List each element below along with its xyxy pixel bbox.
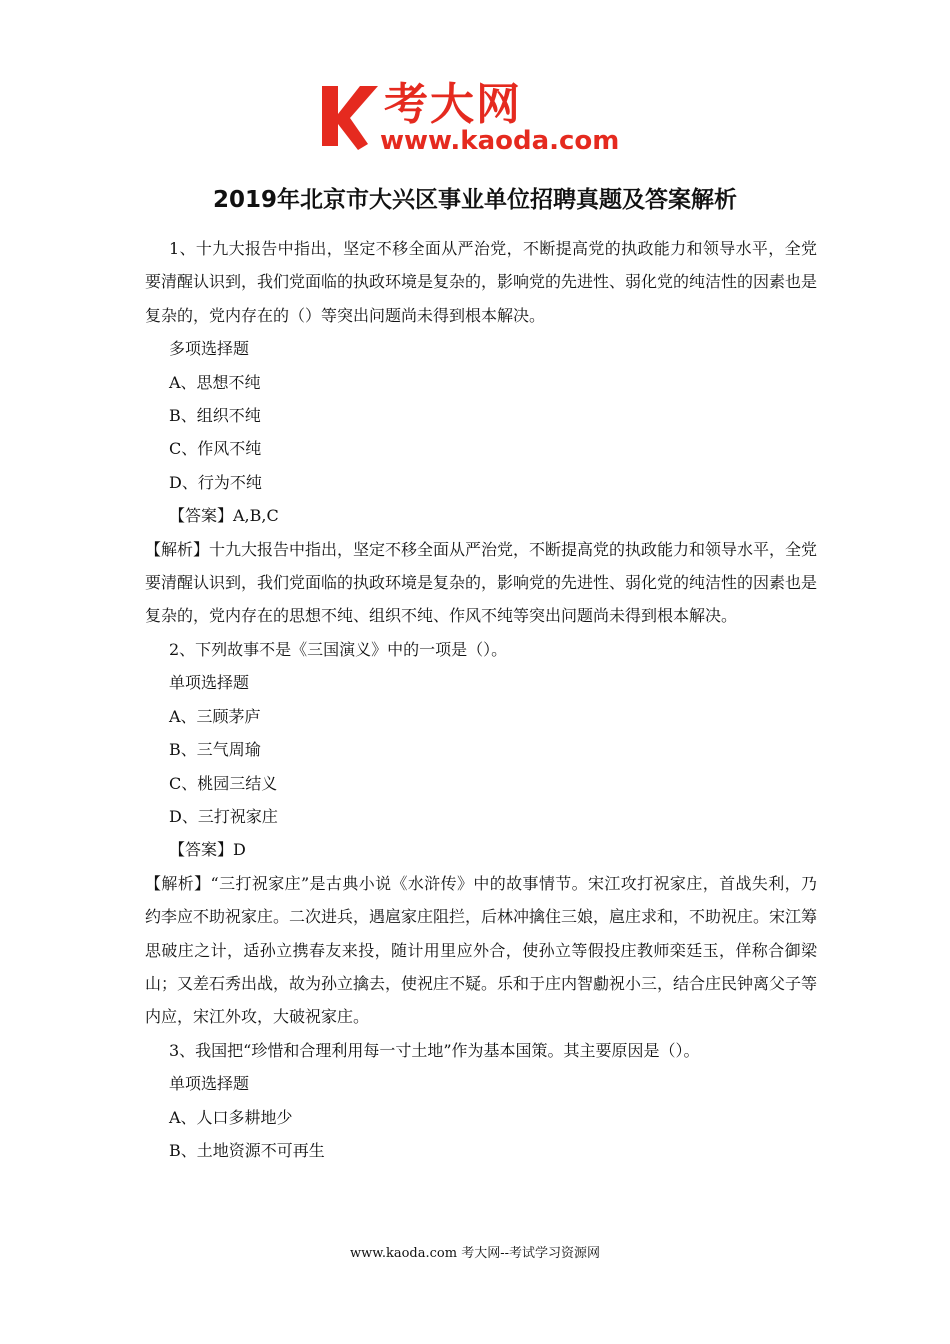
- question-1-analysis: 【解析】十九大报告中指出，坚定不移全面从严治党，不断提高党的执政能力和领导水平，全党要清醒认识到，我们党面临的执政环境是复杂的，影响党的先进性、弱化党的纯洁性的因素也是复杂的，党内存在的思想不纯、组织不纯、作风不纯等突出问题尚未得到根本解决。: [145, 539, 818, 626]
- question-1-answer: 【答案】A,B,C: [169, 506, 279, 526]
- question-2-stem: 2、下列故事不是《三国演义》中的一项是（）。: [169, 639, 508, 659]
- question-1-option-c: C、作风不纯: [169, 439, 262, 459]
- question-1-stem: 1、十九大报告中指出，坚定不移全面从严治党，不断提高党的执政能力和领导水平，全党要清醒认识到，我们党面临的执政环境是复杂的，影响党的先进性、弱化党的纯洁性的因素也是复杂的，党内存在的（）等突出问题尚未得到根本解决。: [145, 239, 818, 325]
- page-title: 2019年北京市大兴区事业单位招聘真题及答案解析: [212, 187, 737, 213]
- question-1-type: 多项选择题: [169, 339, 250, 359]
- document-body: [145, 232, 817, 1167]
- question-2-option-b: B、三气周瑜: [169, 740, 261, 760]
- question-2-option-d: D、三打祝家庄: [169, 806, 278, 826]
- question-3-option-a: A、人口多耕地少: [169, 1107, 293, 1127]
- question-1-option-b: B、组织不纯: [169, 406, 261, 426]
- question-1-option-a: A、思想不纯: [169, 372, 261, 392]
- question-3-type: 单项选择题: [169, 1074, 250, 1094]
- question-2-option-c: C、桃园三结义: [169, 773, 278, 793]
- question-1-option-d: D、行为不纯: [169, 472, 262, 492]
- question-2-option-a: A、三顾茅庐: [169, 706, 261, 726]
- question-3-option-b: B、土地资源不可再生: [169, 1140, 325, 1160]
- logo-brand-text: 考大网: [384, 79, 522, 130]
- page-footer: www.kaoda.com 考大网--考试学习资源网: [350, 1246, 600, 1261]
- question-2-analysis: 【解析】“三打祝家庄”是古典小说《水浒传》中的故事情节。宋江攻打祝家庄，首战失利，乃约李应不助祝家庄。二次进兵，遇扈家庄阻拦，后林冲擒住三娘，扈庄求和，不助祝庄。宋江筹思破庄之计，适孙立携春友来投，随计用里应外合，使孙立等假投庄教师栾廷玉，佯称合御梁山；又差石秀出战，故为孙立擒去，使祝庄不疑。乐和于庄内智勴祝小三，结合庄民钟离父子等内应，宋江外攻，大破祝家庄。: [145, 873, 818, 1027]
- question-2-answer: 【答案】D: [169, 840, 246, 860]
- question-2-type: 单项选择题: [169, 673, 250, 693]
- logo-k-icon: [318, 80, 382, 152]
- kaoda-logo: [318, 80, 638, 160]
- logo-url-text: www.kaoda.com: [380, 126, 620, 156]
- question-3-stem: 3、我国把“珍惜和合理利用每一寸土地”作为基本国策。其主要原因是（）。: [169, 1040, 700, 1060]
